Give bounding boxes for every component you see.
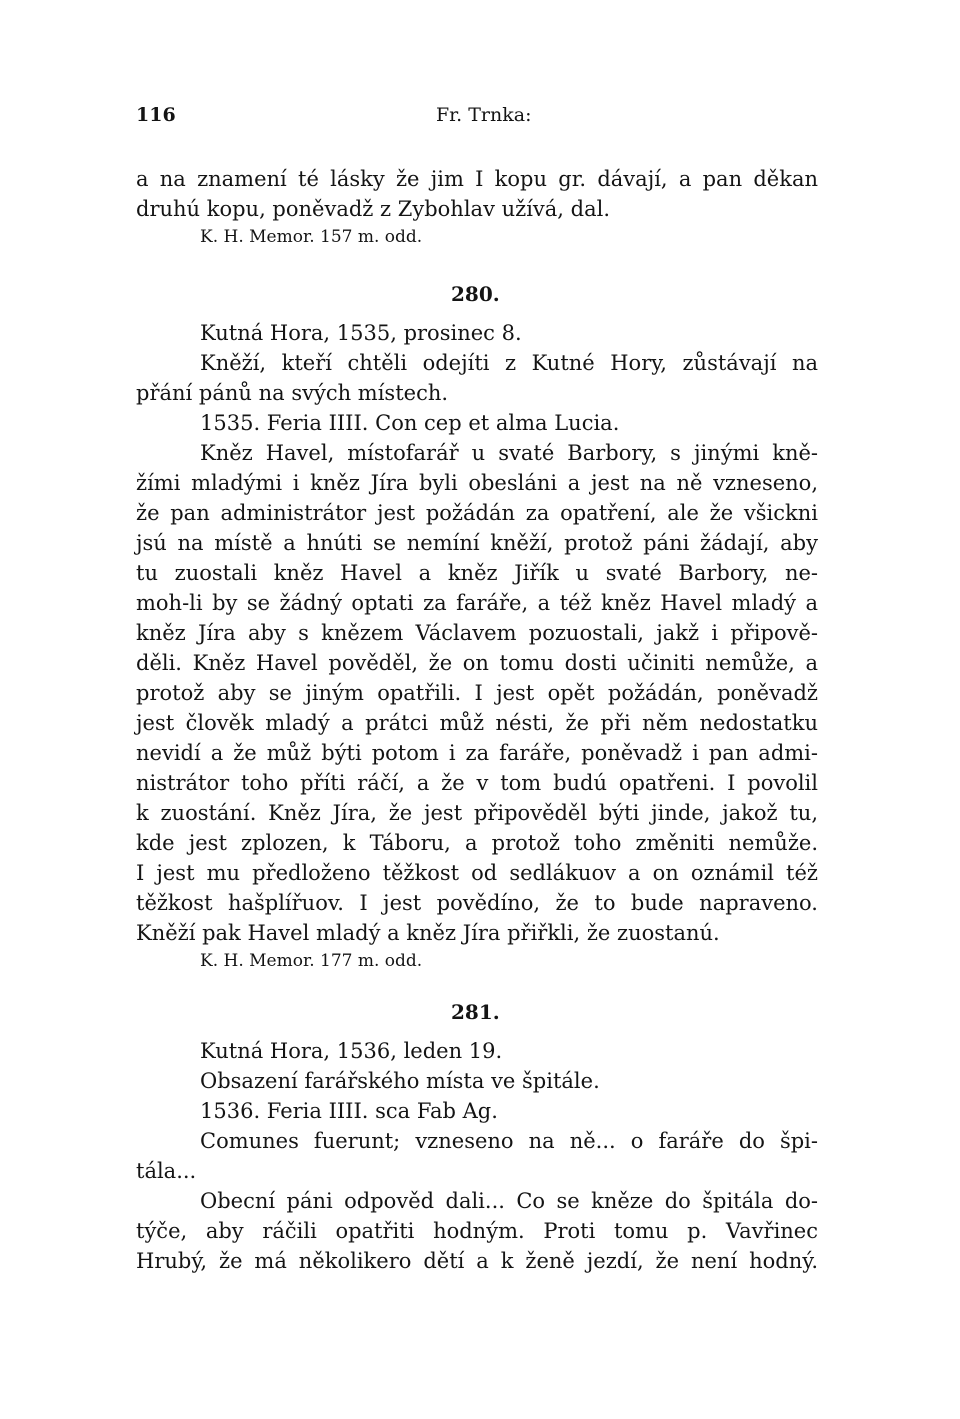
text-line: nistrátor toho příti ráčí, a že v tom budú opatřeni. I povolil [136,771,818,795]
text-line: žími mladými i kněz Jíra byli obesláni a jest na ně vzneseno, [136,471,818,495]
summary-line: přání pánů na svých místech. [136,381,449,405]
running-head: Fr. Trnka: [436,104,532,126]
text-line: druhú kopu, poněvadž z Zybohlav užívá, dal. [136,197,610,221]
source-citation: K. H. Memor. 177 m. odd. [200,951,423,971]
dating-line: 1535. Feria IIII. Con cep et alma Lucia. [200,411,620,435]
text-line: tála... [136,1159,197,1183]
text-line: těžkost hašplířuov. I jest povědíno, že to bude napraveno. [136,891,818,915]
text-line: Obecní páni odpověd dali... Co se kněze do špitála do- [200,1189,818,1213]
text-line: Comunes fuerunt; vzneseno na ně... o faráře do špi- [200,1129,818,1153]
page-header [136,104,826,134]
text-line: Hrubý, že má několikero dětí a k ženě jezdí, že není hodný. [136,1249,818,1273]
text-line: tu zuostali kněz Havel a kněz Jiřík u svaté Barbory, ne- [136,561,818,585]
entry-number: 280. [451,282,500,306]
text-line: k zuostání. Kněz Jíra, že jest připověděl býti jinde, jakož tu, [136,801,818,825]
text-line: že pan administrátor jest požádán za opatření, ale že všickni [136,501,818,525]
entry-280 [136,318,818,974]
summary-line: Obsazení farářského místa ve špitále. [200,1069,600,1093]
text-line: jest člověk mladý a prátci můž nésti, že při něm nedostatku [136,711,818,735]
text-line: moh-li by se žádný optati za faráře, a též kněz Havel mladý a [136,591,818,615]
continuation-block [136,164,818,250]
place-date: Kutná Hora, 1535, prosinec 8. [200,321,522,345]
text-line: a na znamení té lásky že jim I kopu gr. dávají, a pan děkan [136,167,818,191]
entry-number: 281. [451,1000,500,1024]
text-line: děli. Kněz Havel pověděl, že on tomu dosti učiniti nemůže, a [136,651,818,675]
dating-line: 1536. Feria IIII. sca Fab Ag. [200,1099,498,1123]
text-line: týče, aby ráčili opatřiti hodným. Proti tomu p. Vavřinec [136,1219,818,1243]
source-citation: K. H. Memor. 157 m. odd. [200,227,423,247]
text-line: Kněz Havel, místofarář u svaté Barbory, s jinými kně- [200,441,818,465]
text-line: jsú na místě a hnúti se nemíní kněží, protož páni žádají, aby [136,531,818,555]
entry-281 [136,1036,818,1276]
text-line: nevidí a že můž býti potom i za faráře, poněvadž i pan admi- [136,741,818,765]
text-line: I jest mu předloženo těžkost od sedlákuov a on oznámil též [136,861,818,885]
text-line: Kněží pak Havel mladý a kněz Jíra přiřkli, že zuostanú. [136,921,720,945]
summary-line: Kněží, kteří chtěli odejíti z Kutné Hory, zůstávají na [200,351,818,375]
text-line: kněz Jíra aby s knězem Václavem pozuostali, jakž i připově- [136,621,818,645]
text-line: protož aby se jiným opatřili. I jest opět požádán, poněvadž [136,681,818,705]
text-line: kde jest zplozen, k Táboru, a protož toho změniti nemůže. [136,831,818,855]
page-number: 116 [136,104,176,126]
place-date: Kutná Hora, 1536, leden 19. [200,1039,503,1063]
